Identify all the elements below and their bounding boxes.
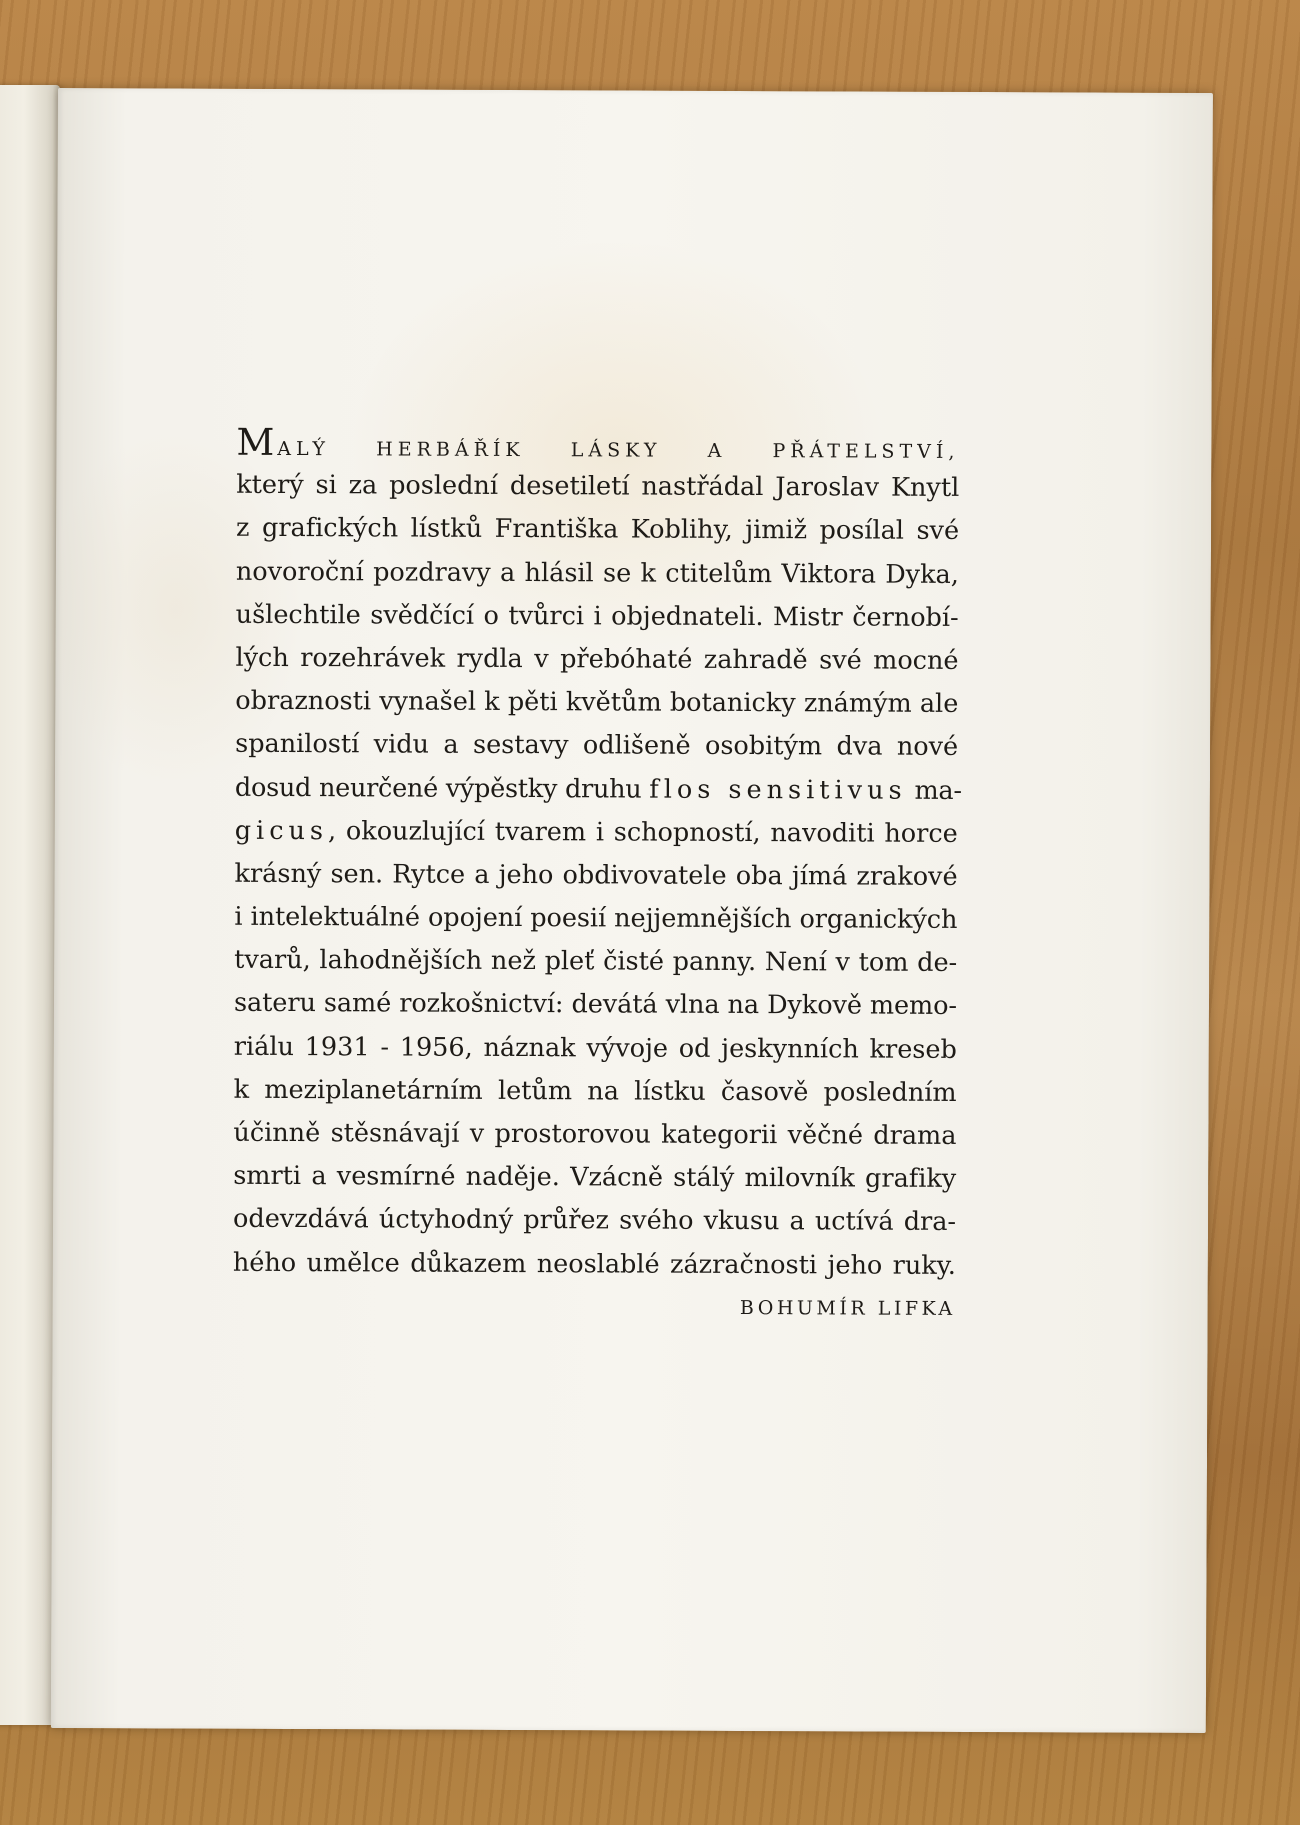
text-line: hého umělce důkazem neoslablé zázračnosti jeho ruky. (232, 1247, 956, 1281)
text-line (234, 766, 962, 812)
text-line: krásný sen. Rytce a jeho obdivovatele oba jímá zrakové (234, 858, 958, 892)
title-rest: ALÝ HERBÁŘÍK LÁSKY A PŘÁTELSTVÍ, (277, 437, 960, 463)
book-page (51, 88, 1213, 1733)
text-line: odevzdává úctyhodný průřez svého vkusu a uctívá dra- (233, 1204, 957, 1238)
title-initial: M (236, 420, 278, 464)
signature: BOHUMÍR LIFKA (739, 1296, 956, 1320)
text-line: obraznosti vynašel k pěti květům botanicky známým ale (235, 685, 959, 720)
text-segment: ma- (914, 775, 962, 806)
text-line: z grafických lístků Františka Koblihy, jimiž posílal své (236, 513, 960, 547)
text-line: lých rozehrávek rydla v přebóhaté zahradě své mocné (235, 642, 959, 676)
signature-line (233, 1285, 956, 1331)
text-segment: , okouzlující tvarem i schopností, navoditi horce (327, 815, 958, 849)
text-line: i intelektuálné opojení poesií nejjemnějších organických (234, 901, 958, 935)
body-text (233, 421, 960, 1331)
text-line: riálu 1931 - 1956, náznak vývoje od jeskynních kreseb (233, 1031, 957, 1065)
text-line: účinně stěsnávají v prostorovou kategorii věčné drama (233, 1117, 957, 1151)
text-line: ušlechtile svědčící o tvůrci i objednateli. Mistr černobí- (235, 599, 959, 633)
text-line: smrti a vesmírné naděje. Vzácně stálý milovník grafiky (233, 1160, 957, 1195)
text-line: novoroční pozdravy a hlásil se k ctitelům Viktora Dyka, (235, 556, 959, 590)
latin-term: gicus (234, 815, 329, 846)
text-line: spanilostí vidu a sestavy odlišeně osobitým dva nové (235, 729, 959, 763)
text-line: který si za poslední desetiletí nastřádal Jaroslav Knytl (236, 469, 960, 504)
text-line: k meziplanetárním letům na lístku časově posledním (233, 1074, 957, 1108)
text-line (235, 809, 958, 855)
text-segment: dosud neurčené výpěstky druhu (234, 772, 642, 805)
text-line: tvarů, lahodnějších než pleť čisté panny. Není v tom de- (234, 945, 958, 979)
latin-term: flos sensitivus (649, 774, 907, 806)
title-line (236, 421, 959, 467)
text-line: sateru samé rozkošnictví: devátá vlna na Dykově memo- (233, 988, 958, 1022)
